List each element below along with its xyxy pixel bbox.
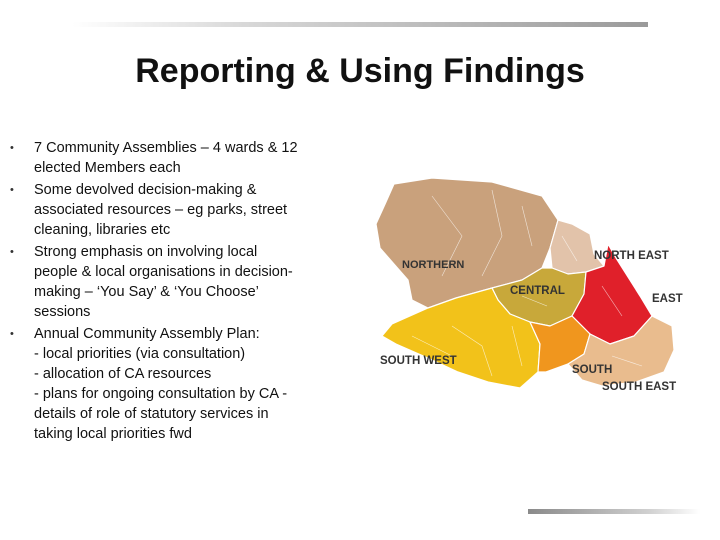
bottom-decorative-bar bbox=[528, 509, 700, 514]
bullet-item bbox=[10, 324, 300, 444]
sub-bullet-text: - local priorities (via consultation) bbox=[34, 346, 246, 362]
bullet-icon: • bbox=[10, 246, 14, 258]
map-label-northern: NORTHERN bbox=[402, 259, 465, 271]
bullet-icon: • bbox=[10, 328, 14, 340]
bullet-text: Some devolved decision-making & associated resources – eg parks, street cleaning, libraries etc bbox=[34, 182, 288, 238]
bullet-text: 7 Community Assemblies – 4 wards & 12 elected Members each bbox=[34, 140, 298, 176]
sub-bullet-text: - plans for ongoing consultation by CA - details of role of statutory services in taking local priorities fwd bbox=[34, 386, 288, 442]
bullet-icon: • bbox=[10, 142, 14, 154]
map-label-south-west: SOUTH WEST bbox=[380, 355, 457, 367]
bullet-item bbox=[10, 180, 300, 240]
map-label-south-east: SOUTH EAST bbox=[602, 381, 677, 393]
community-assembly-map bbox=[372, 176, 702, 398]
bullet-list bbox=[10, 138, 300, 446]
bullet-item bbox=[10, 138, 300, 178]
map-label-central: CENTRAL bbox=[510, 285, 565, 297]
bullet-item bbox=[10, 242, 300, 322]
bullet-icon: • bbox=[10, 184, 14, 196]
map-label-east: EAST bbox=[652, 293, 683, 305]
bullet-text: Annual Community Assembly Plan: bbox=[34, 326, 260, 342]
bullet-text: Strong emphasis on involving local people & local organisations in decision-making – ‘You Say’ & ‘You Choose’ sessions bbox=[34, 244, 293, 320]
slide-title: Reporting & Using Findings bbox=[135, 52, 585, 90]
region-north-east bbox=[550, 220, 604, 274]
map-label-south: SOUTH bbox=[572, 364, 613, 376]
top-decorative-bar bbox=[72, 22, 648, 27]
map-label-north-east: NORTH EAST bbox=[594, 250, 669, 262]
sub-bullet-text: - allocation of CA resources bbox=[34, 366, 212, 382]
